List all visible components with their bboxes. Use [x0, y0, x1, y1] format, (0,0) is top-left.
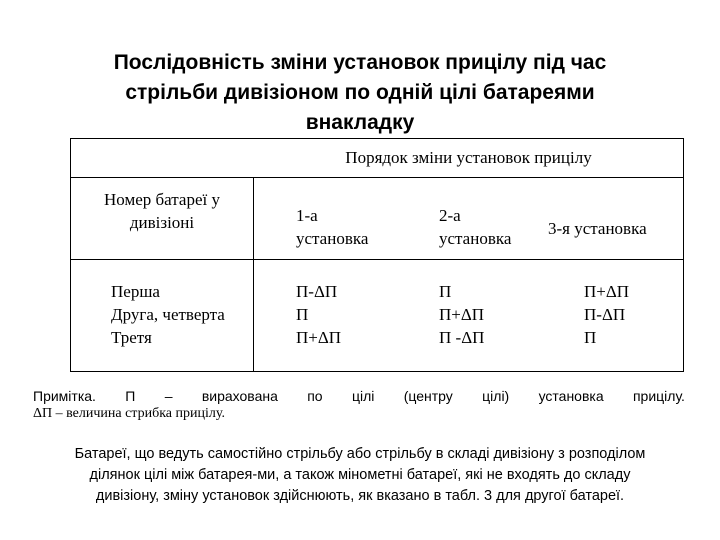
note-word: по	[307, 388, 323, 404]
row-header-line: дивізіоні	[129, 213, 195, 232]
setting-value: П	[296, 305, 309, 324]
note-line-2: ΔП – величина стрибка прицілу.	[33, 406, 225, 421]
setting-column-2	[439, 280, 484, 349]
column-header-1	[296, 204, 368, 250]
setting-value: П-ΔП	[296, 282, 338, 301]
setting-column-1	[296, 280, 341, 349]
note-word: (центру	[403, 388, 453, 404]
note-word: установка	[538, 388, 604, 404]
setting-value: П+ΔП	[296, 328, 342, 347]
setting-value: П	[439, 282, 452, 301]
setting-value: П-ΔП	[584, 305, 626, 324]
note-word: П	[125, 388, 136, 404]
group-header: Порядок зміни установок прицілу	[345, 148, 592, 167]
table-bottom-border	[70, 371, 684, 372]
table-right-border	[683, 138, 684, 372]
row-header-line: Номер батареї у	[104, 190, 220, 209]
column-header-2	[439, 204, 511, 250]
column-header-line: установка	[296, 229, 369, 248]
header-divider	[70, 177, 684, 178]
page-title	[60, 48, 660, 138]
column-header-line: 2-а	[439, 206, 461, 225]
battery-list	[111, 280, 225, 349]
setting-column-3	[584, 280, 629, 349]
setting-value: П -ΔП	[439, 328, 485, 347]
setting-value: П+ΔП	[584, 282, 630, 301]
aiming-table	[70, 138, 684, 372]
column-header-3	[548, 217, 647, 240]
setting-value: П	[584, 328, 597, 347]
note-word: Примітка.	[33, 388, 96, 404]
note-word: вирахована	[201, 388, 278, 404]
table-left-border	[70, 138, 71, 372]
title-line: стрільби дивізіоном по одній цілі батареями	[125, 81, 595, 104]
explanatory-paragraph	[30, 444, 690, 507]
paragraph-line: дивізіону, зміну установок здійснюють, як вказано в табл. 3 для другої батареї.	[95, 488, 625, 504]
column-header-line: 1-а	[296, 206, 318, 225]
paragraph-line: ділянок цілі між батарея-ми, а також мінометні батареї, які не входять до складу	[89, 467, 631, 483]
note-line-1	[33, 388, 685, 405]
setting-value: П+ΔП	[439, 305, 485, 324]
subheader-divider	[70, 259, 684, 260]
note-word: цілі	[351, 388, 375, 404]
column-header-line: 3-я установка	[548, 219, 647, 238]
battery-name: Третя	[111, 328, 152, 347]
note-word: –	[164, 388, 173, 404]
table-top-border	[70, 138, 684, 139]
battery-name: Перша	[111, 282, 160, 301]
table-note	[33, 388, 685, 422]
note-word: прицілу.	[632, 388, 685, 404]
row-header-divider	[253, 177, 254, 372]
row-header	[72, 188, 252, 234]
battery-name: Друга, четверта	[111, 305, 225, 324]
column-header-line: установка	[439, 229, 512, 248]
title-line: внакладку	[305, 111, 415, 134]
note-word: цілі)	[482, 388, 510, 404]
paragraph-line: Батареї, що ведуть самостійно стрільбу або стрільбу в складі дивізіону з розподілом	[74, 446, 646, 462]
title-line: Послідовність зміни установок прицілу під час	[113, 51, 607, 74]
